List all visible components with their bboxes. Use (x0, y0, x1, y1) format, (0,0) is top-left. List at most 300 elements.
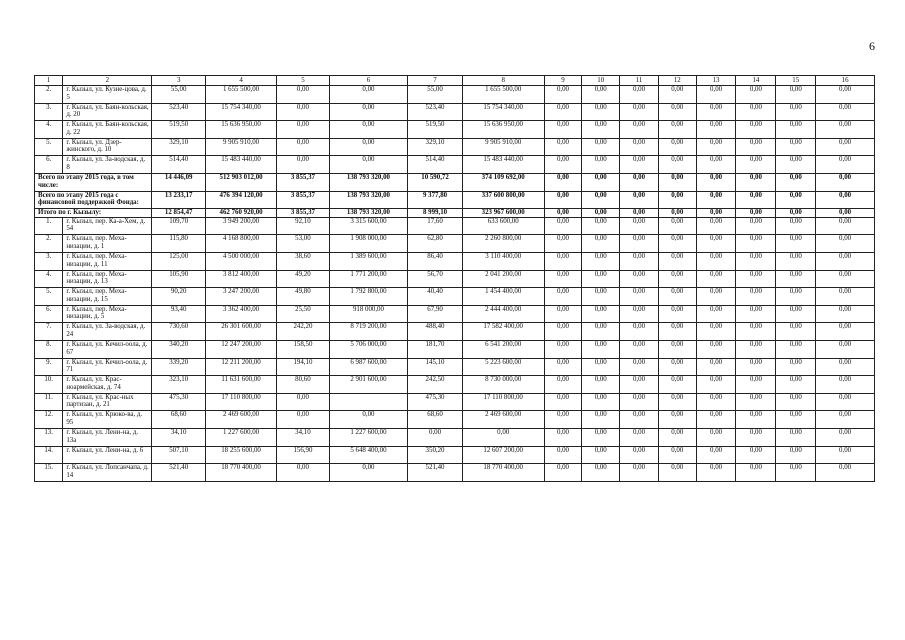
value-cell: 138 793 320,00 (329, 173, 408, 191)
value-cell: 6 987 600,00 (329, 358, 408, 376)
value-cell: 145,10 (408, 358, 463, 376)
value-cell: 0,00 (658, 173, 696, 191)
value-cell: 339,20 (152, 358, 205, 376)
value-cell: 0,00 (696, 464, 736, 482)
value-cell: 0,00 (776, 103, 816, 121)
value-cell: 181,70 (408, 341, 463, 359)
value-cell: 25,50 (277, 305, 329, 323)
value-cell: 0,00 (620, 288, 659, 306)
value-cell: 0,00 (544, 323, 582, 341)
total-row (35, 173, 875, 191)
value-cell: 507,10 (152, 446, 205, 464)
value-cell: 0,00 (816, 288, 875, 306)
table-row (35, 288, 875, 306)
value-cell: 0,00 (582, 270, 620, 288)
row-number: 12. (35, 411, 63, 429)
value-cell: 3 855,37 (277, 173, 329, 191)
value-cell: 0,00 (620, 428, 659, 446)
value-cell: 0,00 (620, 393, 659, 411)
value-cell: 340,20 (152, 341, 205, 359)
row-number: 5. (35, 288, 63, 306)
table-body (35, 86, 875, 482)
value-cell: 0,00 (776, 411, 816, 429)
column-number: 11 (620, 76, 659, 86)
value-cell: 0,00 (736, 138, 776, 156)
value-cell: 0,00 (544, 253, 582, 271)
row-number: 9. (35, 358, 63, 376)
value-cell: 0,00 (776, 191, 816, 209)
value-cell: 0,00 (696, 121, 736, 139)
value-cell: 0,00 (776, 376, 816, 394)
value-cell: 523,40 (408, 103, 463, 121)
address-cell: г. Кызыл, ул. За-водская, д. 8 (63, 156, 152, 174)
value-cell: 0,00 (658, 103, 696, 121)
address-cell: г. Кызыл, ул. Крас-ных партизан, д. 21 (63, 393, 152, 411)
value-cell: 93,40 (152, 305, 205, 323)
value-cell: 0,00 (620, 270, 659, 288)
value-cell: 80,60 (277, 376, 329, 394)
value-cell: 0,00 (658, 138, 696, 156)
value-cell: 2 260 800,00 (462, 235, 544, 253)
value-cell: 0,00 (582, 358, 620, 376)
value-cell: 0,00 (736, 411, 776, 429)
table-row (35, 411, 875, 429)
address-cell: г. Кызыл, ул. Баян-кольская, д. 22 (63, 121, 152, 139)
value-cell: 0,00 (736, 156, 776, 174)
value-cell: 0,00 (696, 376, 736, 394)
page-number: 6 (869, 39, 875, 53)
value-cell: 0,00 (544, 446, 582, 464)
value-cell: 0,00 (776, 393, 816, 411)
value-cell: 0,00 (816, 103, 875, 121)
value-cell: 0,00 (277, 156, 329, 174)
value-cell: 0,00 (736, 253, 776, 271)
column-number: 9 (544, 76, 582, 86)
value-cell: 0,00 (620, 121, 659, 139)
value-cell: 242,50 (408, 376, 463, 394)
value-cell: 0,00 (736, 393, 776, 411)
value-cell: 0,00 (658, 86, 696, 104)
value-cell: 462 760 920,00 (205, 209, 276, 218)
address-cell: г. Кызыл, ул. Лени-на, д. 6 (63, 446, 152, 464)
value-cell: 26 301 600,00 (205, 323, 276, 341)
row-number: 3. (35, 253, 63, 271)
value-cell: 0,00 (776, 446, 816, 464)
value-cell: 0,00 (620, 341, 659, 359)
value-cell: 0,00 (696, 305, 736, 323)
value-cell: 0,00 (776, 156, 816, 174)
value-cell: 0,00 (582, 173, 620, 191)
value-cell: 0,00 (776, 323, 816, 341)
value-cell: 1 227 600,00 (205, 428, 276, 446)
value-cell: 0,00 (620, 191, 659, 209)
value-cell: 53,00 (277, 235, 329, 253)
value-cell: 1 389 600,00 (329, 253, 408, 271)
value-cell: 0,00 (582, 235, 620, 253)
value-cell: 1 454 400,00 (462, 288, 544, 306)
value-cell: 12 211 200,00 (205, 358, 276, 376)
value-cell: 0,00 (620, 103, 659, 121)
value-cell: 0,00 (658, 341, 696, 359)
value-cell: 0,00 (776, 358, 816, 376)
value-cell: 0,00 (658, 156, 696, 174)
value-cell: 0,00 (696, 235, 736, 253)
value-cell: 0,00 (544, 209, 582, 218)
value-cell: 0,00 (736, 270, 776, 288)
table-row (35, 305, 875, 323)
value-cell: 0,00 (277, 393, 329, 411)
value-cell: 158,50 (277, 341, 329, 359)
row-number: 10. (35, 376, 63, 394)
value-cell: 0,00 (658, 121, 696, 139)
value-cell: 10 590,72 (408, 173, 463, 191)
table-row (35, 270, 875, 288)
value-cell: 0,00 (620, 156, 659, 174)
value-cell: 0,00 (696, 86, 736, 104)
table-row (35, 358, 875, 376)
value-cell: 68,60 (152, 411, 205, 429)
table-row (35, 341, 875, 359)
value-cell: 0,00 (462, 428, 544, 446)
value-cell: 0,00 (544, 288, 582, 306)
value-cell: 0,00 (544, 217, 582, 235)
value-cell: 519,50 (408, 121, 463, 139)
value-cell: 0,00 (816, 393, 875, 411)
value-cell: 0,00 (582, 209, 620, 218)
value-cell: 0,00 (544, 173, 582, 191)
value-cell: 0,00 (696, 393, 736, 411)
value-cell: 2 444 400,00 (462, 305, 544, 323)
value-cell: 0,00 (408, 428, 463, 446)
value-cell: 5 706 000,00 (329, 341, 408, 359)
row-number: 14. (35, 446, 63, 464)
value-cell: 194,10 (277, 358, 329, 376)
value-cell: 0,00 (658, 446, 696, 464)
value-cell: 0,00 (776, 209, 816, 218)
value-cell: 0,00 (329, 156, 408, 174)
value-cell: 0,00 (658, 253, 696, 271)
value-cell: 0,00 (736, 376, 776, 394)
column-number: 16 (816, 76, 875, 86)
value-cell: 0,00 (582, 464, 620, 482)
value-cell: 0,00 (582, 428, 620, 446)
value-cell: 15 754 340,00 (462, 103, 544, 121)
value-cell: 0,00 (544, 376, 582, 394)
value-cell: 12 854,47 (152, 209, 205, 218)
value-cell: 0,00 (620, 376, 659, 394)
value-cell: 0,00 (544, 393, 582, 411)
value-cell: 0,00 (736, 358, 776, 376)
value-cell: 514,40 (408, 156, 463, 174)
value-cell: 105,90 (152, 270, 205, 288)
address-cell: г. Кызыл, ул. Кузне-цова, д. 5 (63, 86, 152, 104)
value-cell: 0,00 (736, 235, 776, 253)
value-cell: 0,00 (776, 253, 816, 271)
value-cell: 15 483 440,00 (205, 156, 276, 174)
value-cell: 0,00 (544, 121, 582, 139)
value-cell: 242,20 (277, 323, 329, 341)
value-cell: 49,80 (277, 288, 329, 306)
value-cell: 0,00 (582, 341, 620, 359)
value-cell: 0,00 (658, 288, 696, 306)
value-cell: 3 110 400,00 (462, 253, 544, 271)
value-cell: 0,00 (620, 464, 659, 482)
value-cell: 14 446,09 (152, 173, 205, 191)
value-cell: 40,40 (408, 288, 463, 306)
value-cell: 475,30 (408, 393, 463, 411)
value-cell: 0,00 (582, 191, 620, 209)
value-cell: 0,00 (658, 209, 696, 218)
value-cell: 0,00 (816, 235, 875, 253)
value-cell: 512 903 012,00 (205, 173, 276, 191)
column-number: 4 (205, 76, 276, 86)
table-row (35, 428, 875, 446)
value-cell: 1 792 800,00 (329, 288, 408, 306)
value-cell: 0,00 (776, 341, 816, 359)
total-row (35, 209, 875, 218)
value-cell: 1 655 500,00 (462, 86, 544, 104)
address-cell: г. Кызыл, ул. Дзер-жинского, д. 10 (63, 138, 152, 156)
value-cell: 0,00 (544, 235, 582, 253)
value-cell: 34,10 (277, 428, 329, 446)
column-number: 13 (696, 76, 736, 86)
value-cell: 3 855,37 (277, 191, 329, 209)
value-cell: 2 901 600,00 (329, 376, 408, 394)
row-number: 11. (35, 393, 63, 411)
value-cell: 0,00 (816, 341, 875, 359)
value-cell: 62,80 (408, 235, 463, 253)
value-cell: 0,00 (816, 411, 875, 429)
value-cell: 15 483 440,00 (462, 156, 544, 174)
value-cell: 0,00 (277, 138, 329, 156)
value-cell: 0,00 (582, 253, 620, 271)
value-cell: 1 655 500,00 (205, 86, 276, 104)
value-cell: 2 041 200,00 (462, 270, 544, 288)
value-cell: 0,00 (776, 464, 816, 482)
value-cell: 49,20 (277, 270, 329, 288)
value-cell: 323 967 600,00 (462, 209, 544, 218)
value-cell: 0,00 (329, 464, 408, 482)
value-cell: 1 771 200,00 (329, 270, 408, 288)
value-cell: 5 223 600,00 (462, 358, 544, 376)
value-cell: 0,00 (620, 173, 659, 191)
value-cell: 15 754 340,00 (205, 103, 276, 121)
value-cell: 0,00 (658, 323, 696, 341)
column-number: 15 (776, 76, 816, 86)
column-number: 1 (35, 76, 63, 86)
value-cell: 0,00 (816, 270, 875, 288)
value-cell: 0,00 (736, 121, 776, 139)
column-number: 3 (152, 76, 205, 86)
value-cell: 350,20 (408, 446, 463, 464)
value-cell: 12 607 200,00 (462, 446, 544, 464)
value-cell: 0,00 (658, 464, 696, 482)
row-number: 3. (35, 103, 63, 121)
value-cell: 0,00 (582, 393, 620, 411)
value-cell: 0,00 (582, 121, 620, 139)
value-cell: 0,00 (582, 305, 620, 323)
value-cell: 0,00 (736, 288, 776, 306)
value-cell: 138 793 320,00 (329, 191, 408, 209)
row-number: 6. (35, 156, 63, 174)
value-cell: 0,00 (776, 428, 816, 446)
address-cell: г. Кызыл, пер. Ка-а-Хем, д. 54 (63, 217, 152, 235)
value-cell: 0,00 (620, 411, 659, 429)
row-number: 2. (35, 235, 63, 253)
value-cell: 0,00 (582, 323, 620, 341)
value-cell: 156,90 (277, 446, 329, 464)
value-cell: 329,10 (152, 138, 205, 156)
value-cell: 0,00 (736, 428, 776, 446)
value-cell: 0,00 (736, 341, 776, 359)
value-cell: 0,00 (544, 428, 582, 446)
value-cell: 0,00 (776, 86, 816, 104)
value-cell: 0,00 (620, 446, 659, 464)
value-cell: 18 770 400,00 (205, 464, 276, 482)
value-cell: 0,00 (816, 446, 875, 464)
address-cell: г. Кызыл, ул. Баян-кольская, д. 20 (63, 103, 152, 121)
value-cell: 0,00 (658, 393, 696, 411)
value-cell: 13 233,17 (152, 191, 205, 209)
value-cell: 519,50 (152, 121, 205, 139)
row-number: 13. (35, 428, 63, 446)
column-number: 5 (277, 76, 329, 86)
column-number: 14 (736, 76, 776, 86)
value-cell: 8 719 200,00 (329, 323, 408, 341)
value-cell: 0,00 (736, 191, 776, 209)
value-cell: 0,00 (544, 103, 582, 121)
row-number: 1. (35, 217, 63, 235)
address-cell: г. Кызыл, пер. Меха-низации, д. 15 (63, 288, 152, 306)
value-cell: 0,00 (277, 411, 329, 429)
address-cell: г. Кызыл, ул. Кечил-оола, д. 67 (63, 341, 152, 359)
row-number: 6. (35, 305, 63, 323)
value-cell: 0,00 (277, 464, 329, 482)
value-cell: 0,00 (696, 138, 736, 156)
value-cell: 0,00 (696, 358, 736, 376)
value-cell: 0,00 (329, 121, 408, 139)
value-cell: 90,20 (152, 288, 205, 306)
value-cell: 0,00 (736, 446, 776, 464)
table-row (35, 121, 875, 139)
value-cell: 6 541 200,00 (462, 341, 544, 359)
value-cell: 0,00 (582, 138, 620, 156)
value-cell: 0,00 (816, 305, 875, 323)
table-row (35, 235, 875, 253)
value-cell: 0,00 (620, 138, 659, 156)
total-row (35, 191, 875, 209)
value-cell: 0,00 (816, 121, 875, 139)
value-cell: 17,60 (408, 217, 463, 235)
row-number: 4. (35, 270, 63, 288)
value-cell: 55,00 (152, 86, 205, 104)
housing-program-table (34, 75, 875, 482)
table-row (35, 323, 875, 341)
value-cell: 0,00 (544, 138, 582, 156)
value-cell: 17 582 400,00 (462, 323, 544, 341)
value-cell: 9 377,80 (408, 191, 463, 209)
value-cell: 0,00 (582, 103, 620, 121)
value-cell: 0,00 (696, 270, 736, 288)
column-number: 8 (462, 76, 544, 86)
table-row (35, 86, 875, 104)
value-cell: 0,00 (620, 235, 659, 253)
value-cell: 0,00 (658, 235, 696, 253)
value-cell: 4 500 000,00 (205, 253, 276, 271)
value-cell: 0,00 (582, 288, 620, 306)
value-cell: 0,00 (696, 191, 736, 209)
value-cell: 17 110 800,00 (205, 393, 276, 411)
table-row (35, 376, 875, 394)
value-cell: 0,00 (816, 173, 875, 191)
value-cell: 0,00 (658, 191, 696, 209)
value-cell: 476 394 120,00 (205, 191, 276, 209)
row-number: 4. (35, 121, 63, 139)
row-number: 15. (35, 464, 63, 482)
address-cell: г. Кызыл, пер. Меха-низации, д. 1 (63, 235, 152, 253)
value-cell: 0,00 (816, 323, 875, 341)
value-cell: 67,90 (408, 305, 463, 323)
value-cell: 9 905 910,00 (462, 138, 544, 156)
value-cell: 0,00 (620, 305, 659, 323)
value-cell: 0,00 (544, 411, 582, 429)
value-cell: 0,00 (658, 305, 696, 323)
value-cell: 918 000,00 (329, 305, 408, 323)
row-number: 8. (35, 341, 63, 359)
value-cell: 0,00 (776, 270, 816, 288)
value-cell: 0,00 (582, 376, 620, 394)
value-cell: 0,00 (776, 173, 816, 191)
value-cell: 0,00 (696, 288, 736, 306)
column-number: 2 (63, 76, 152, 86)
value-cell: 0,00 (582, 86, 620, 104)
value-cell: 0,00 (658, 358, 696, 376)
table-row (35, 393, 875, 411)
value-cell: 0,00 (544, 464, 582, 482)
value-cell: 9 905 910,00 (205, 138, 276, 156)
column-number: 6 (329, 76, 408, 86)
value-cell: 0,00 (544, 270, 582, 288)
value-cell: 125,00 (152, 253, 205, 271)
value-cell: 0,00 (776, 305, 816, 323)
value-cell: 521,40 (408, 464, 463, 482)
value-cell: 5 648 400,00 (329, 446, 408, 464)
value-cell: 0,00 (582, 411, 620, 429)
value-cell: 0,00 (816, 209, 875, 218)
address-cell: г. Кызыл, пер. Меха-низации, д. 13 (63, 270, 152, 288)
value-cell: 514,40 (152, 156, 205, 174)
value-cell: 730,60 (152, 323, 205, 341)
value-cell: 0,00 (736, 86, 776, 104)
value-cell: 0,00 (544, 86, 582, 104)
value-cell: 0,00 (544, 156, 582, 174)
value-cell: 0,00 (620, 358, 659, 376)
value-cell: 0,00 (696, 446, 736, 464)
value-cell: 3 362 400,00 (205, 305, 276, 323)
value-cell: 0,00 (620, 253, 659, 271)
value-cell: 115,80 (152, 235, 205, 253)
value-cell: 3 855,37 (277, 209, 329, 218)
address-cell: г. Кызыл, ул. Крюко-ва, д. 95 (63, 411, 152, 429)
value-cell: 0,00 (329, 411, 408, 429)
total-label: Итого по г. Кызылу: (35, 209, 152, 218)
value-cell: 0,00 (776, 121, 816, 139)
row-number: 5. (35, 138, 63, 156)
value-cell: 4 168 800,00 (205, 235, 276, 253)
value-cell: 0,00 (277, 103, 329, 121)
value-cell: 329,10 (408, 138, 463, 156)
value-cell: 0,00 (816, 358, 875, 376)
